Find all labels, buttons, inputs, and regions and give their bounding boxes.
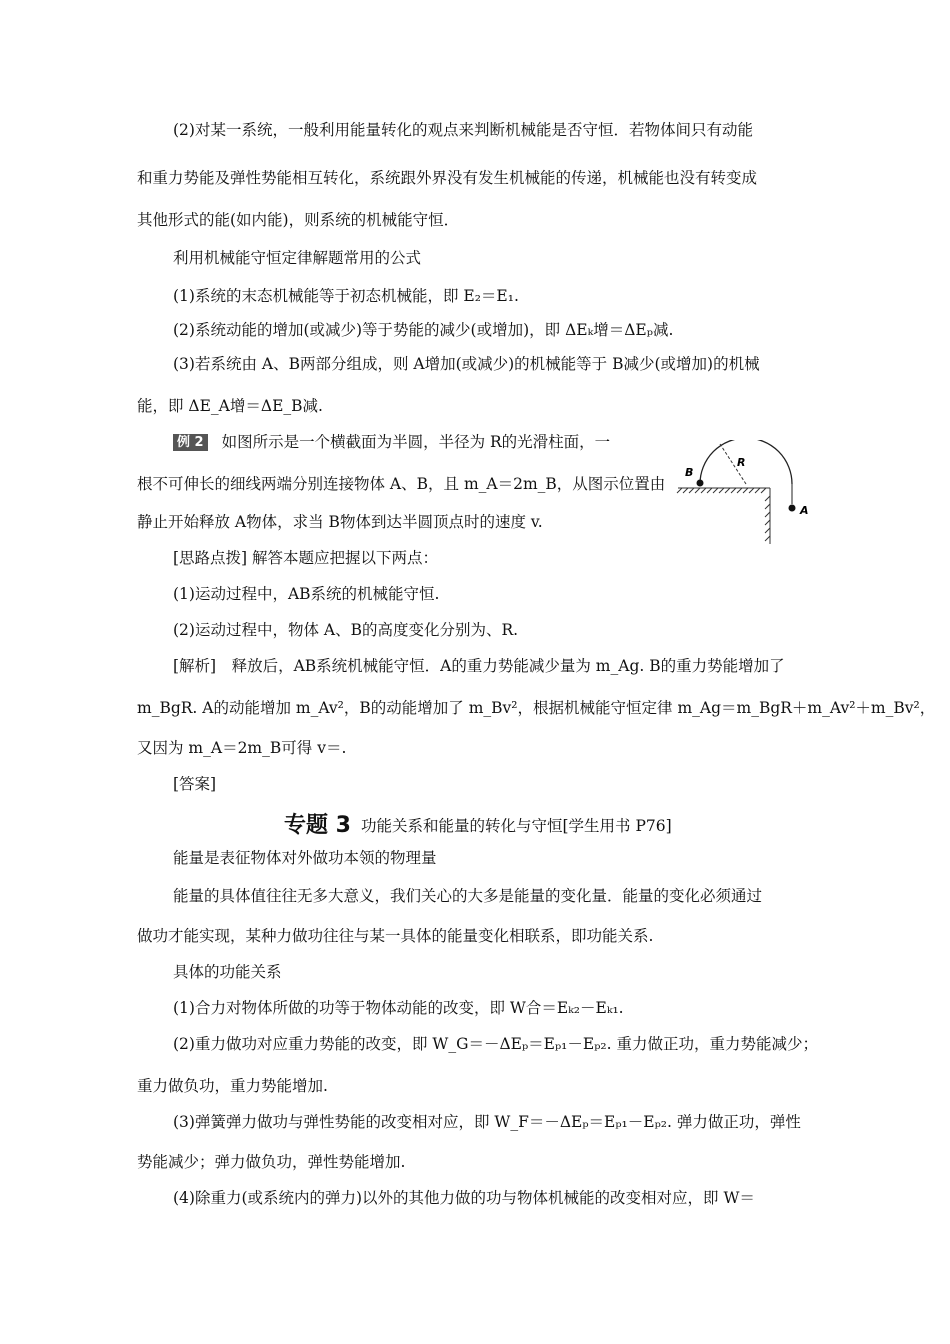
section-number: 专题 3 — [284, 813, 351, 838]
text-line: 能，即 ΔE_A增＝ΔE_B减. — [137, 397, 323, 415]
semicircle — [700, 440, 792, 484]
ball-b — [697, 480, 704, 487]
text-line: (1)系统的末态机械能等于初态机械能，即 E₂＝E₁. — [173, 287, 519, 305]
text-line: 又因为 m_A＝2m_B可得 v＝. — [137, 739, 347, 757]
label-b: B — [685, 466, 694, 479]
semicircle-figure — [676, 440, 826, 554]
text-line: 利用机械能守恒定律解题常用的公式 — [173, 249, 422, 267]
text-line: 重力做负功，重力势能增加. — [137, 1077, 328, 1095]
text-line: 能量的具体值往往无多大意义，我们关心的大多是能量的变化量．能量的变化必须通过 — [173, 887, 763, 905]
text-line: 静止开始释放 A物体，求当 B物体到达半圆顶点时的速度 v. — [137, 513, 543, 531]
text-line: 势能减少；弹力做负功，弹性势能增加. — [137, 1153, 406, 1171]
section-title: 功能关系和能量的转化与守恒[学生用书 P76] — [360, 817, 672, 835]
text-line: (1)运动过程中，AB系统的机械能守恒. — [173, 585, 440, 603]
text-line: (2)对某一系统，一般利用能量转化的观点来判断机械能是否守恒．若物体间只有动能 — [173, 121, 753, 139]
text-line: (3)若系统由 A、B两部分组成，则 A增加(或减少)的机械能等于 B减少(或增加)的机械 — [173, 355, 760, 373]
text-line: 做功才能实现，某种力做功往往与某一具体的能量变化相联系，即功能关系. — [137, 927, 654, 945]
text-line: 和重力势能及弹性势能相互转化，系统跟外界没有发生机械能的传递，机械能也没有转变成 — [137, 169, 758, 187]
label-a: A — [800, 504, 809, 517]
text-line: (2)重力做功对应重力势能的改变，即 W_G＝－ΔEₚ＝Eₚ₁－Eₚ₂. 重力做正功，重力势能减少； — [173, 1035, 818, 1053]
text-line: [思路点拨] 解答本题应把握以下两点： — [173, 549, 439, 567]
text-line: (2)运动过程中，物体 A、B的高度变化分别为、R. — [173, 621, 519, 639]
text-line: 根不可伸长的细线两端分别连接物体 A、B，且 m_A＝2m_B，从图示位置由 — [137, 475, 666, 493]
section-heading — [284, 808, 672, 839]
label-r: R — [737, 456, 746, 469]
text-line: (1)合力对物体所做的功等于物体动能的改变，即 W合＝Eₖ₂－Eₖ₁. — [173, 999, 624, 1017]
text-line: 其他形式的能(如内能)，则系统的机械能守恒． — [137, 211, 460, 229]
text-line: [解析] 释放后，AB系统机械能守恒．A的重力势能减少量为 m_Ag. B的重力势能增加了 — [173, 657, 785, 675]
ball-a — [789, 505, 796, 512]
example-line — [173, 432, 610, 452]
ground-hatch — [677, 488, 770, 544]
text-line: (2)系统动能的增加(或减少)等于势能的减少(或增加)，即 ΔEₖ增＝ΔEₚ减. — [173, 321, 674, 339]
text-line: 能量是表征物体对外做功本领的物理量 — [173, 849, 437, 867]
example-text: 如图所示是一个横截面为半圆，半径为 R的光滑柱面，一 — [221, 433, 611, 451]
text-line: 具体的功能关系 — [173, 963, 282, 981]
example-badge: 例 2 — [173, 434, 208, 451]
text-line: [答案] — [173, 775, 217, 793]
text-line: m_BgR. A的动能增加 m_Av²，B的动能增加了 m_Bv²，根据机械能守恒定律 m_Ag＝m_BgR＋m_Av²＋m_Bv²， — [137, 699, 936, 717]
text-line: (3)弹簧弹力做功与弹性势能的改变相对应，即 W_F＝－ΔEₚ＝Eₚ₁－Eₚ₂. 弹力做正功，弹性 — [173, 1113, 801, 1131]
text-line: (4)除重力(或系统内的弹力)以外的其他力做的功与物体机械能的改变相对应，即 W＝ — [173, 1189, 755, 1207]
